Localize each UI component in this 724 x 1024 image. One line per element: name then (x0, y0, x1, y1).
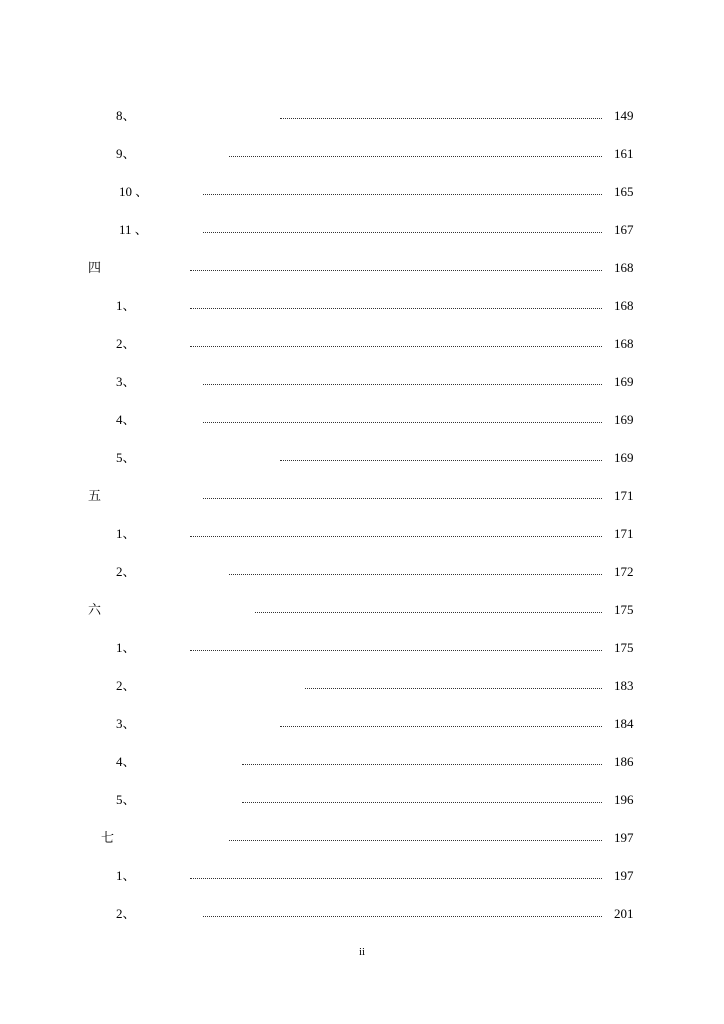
toc-section-entry[interactable] (0, 486, 724, 506)
toc-section-entry[interactable] (0, 828, 724, 848)
dot-leader (190, 346, 602, 347)
dot-leader (190, 270, 602, 271)
toc-entry-page-number: 183 (614, 678, 634, 693)
toc-entry-page-number: 169 (614, 412, 634, 427)
toc-entry-page-number: 186 (614, 754, 634, 769)
dot-leader (280, 118, 602, 119)
toc-entry-page-number: 184 (614, 716, 634, 731)
dot-leader (203, 916, 602, 917)
toc-entry[interactable] (0, 372, 724, 392)
toc-entry-page-number: 172 (614, 564, 634, 579)
toc-entry[interactable] (0, 676, 724, 696)
toc-entry[interactable] (0, 448, 724, 468)
dot-leader (190, 650, 602, 651)
dot-leader (280, 726, 602, 727)
toc-entry-label: 1、 (116, 868, 136, 883)
toc-entry-page-number: 168 (614, 298, 634, 313)
toc-entry-label: 3、 (116, 716, 136, 731)
toc-entry[interactable] (0, 296, 724, 316)
dot-leader (203, 194, 602, 195)
toc-entry-label: 3、 (116, 374, 136, 389)
toc-entry-label: 5、 (116, 792, 136, 807)
toc-entry-page-number: 171 (614, 526, 634, 541)
toc-entry[interactable] (0, 182, 724, 202)
toc-entry-page-number: 165 (614, 184, 634, 199)
dot-leader (190, 308, 602, 309)
toc-entry-label: 2、 (116, 336, 136, 351)
page-footer-number: ii (358, 946, 366, 958)
dot-leader (190, 536, 602, 537)
toc-entry-label: 2、 (116, 564, 136, 579)
toc-entry-page-number: 168 (614, 336, 634, 351)
toc-entry-page-number: 149 (614, 108, 634, 123)
toc-entry-page-number: 169 (614, 450, 634, 465)
toc-entry-label: 11 、 (119, 222, 148, 237)
dot-leader (203, 422, 602, 423)
toc-entry-label: 1、 (116, 526, 136, 541)
toc-entry-page-number: 171 (614, 488, 634, 503)
toc-entry[interactable] (0, 144, 724, 164)
toc-entry-page-number: 197 (614, 868, 634, 883)
toc-entry-label: 8、 (116, 108, 136, 123)
dot-leader (280, 460, 602, 461)
toc-entry[interactable] (0, 334, 724, 354)
toc-entry-page-number: 196 (614, 792, 634, 807)
toc-section-label: 六 (88, 602, 102, 617)
toc-entry[interactable] (0, 410, 724, 430)
toc-entry[interactable] (0, 714, 724, 734)
dot-leader (255, 612, 602, 613)
toc-entry-page-number: 175 (614, 602, 634, 617)
toc-entry-page-number: 169 (614, 374, 634, 389)
dot-leader (229, 574, 602, 575)
toc-entry-page-number: 175 (614, 640, 634, 655)
dot-leader (229, 156, 602, 157)
toc-entry[interactable] (0, 638, 724, 658)
dot-leader (190, 878, 602, 879)
toc-entry-label: 5、 (116, 450, 136, 465)
dot-leader (242, 764, 602, 765)
toc-entry[interactable] (0, 562, 724, 582)
toc-entry[interactable] (0, 752, 724, 772)
toc-entry-page-number: 167 (614, 222, 634, 237)
toc-entry[interactable] (0, 904, 724, 924)
toc-section-entry[interactable] (0, 600, 724, 620)
toc-entry-page-number: 161 (614, 146, 634, 161)
toc-entry-page-number: 201 (614, 906, 634, 921)
dot-leader (242, 802, 602, 803)
toc-entry-label: 10 、 (119, 184, 149, 199)
toc-entry-label: 4、 (116, 412, 136, 427)
toc-entry-label: 2、 (116, 906, 136, 921)
dot-leader (203, 232, 602, 233)
toc-entry-label: 4、 (116, 754, 136, 769)
toc-section-label: 五 (88, 488, 102, 503)
toc-section-label: 四 (88, 260, 102, 275)
toc-entry-label: 1、 (116, 298, 136, 313)
toc-entry[interactable] (0, 524, 724, 544)
toc-section-entry[interactable] (0, 258, 724, 278)
toc-entry-label: 9、 (116, 146, 136, 161)
toc-entry-page-number: 197 (614, 830, 634, 845)
dot-leader (305, 688, 602, 689)
toc-entry-page-number: 168 (614, 260, 634, 275)
dot-leader (203, 498, 602, 499)
toc-entry-label: 1、 (116, 640, 136, 655)
toc-entry-label: 2、 (116, 678, 136, 693)
toc-entry[interactable] (0, 220, 724, 240)
toc-entry[interactable] (0, 866, 724, 886)
toc-section-label: 七 (101, 830, 115, 845)
dot-leader (229, 840, 602, 841)
dot-leader (203, 384, 602, 385)
toc-entry[interactable] (0, 106, 724, 126)
toc-entry[interactable] (0, 790, 724, 810)
